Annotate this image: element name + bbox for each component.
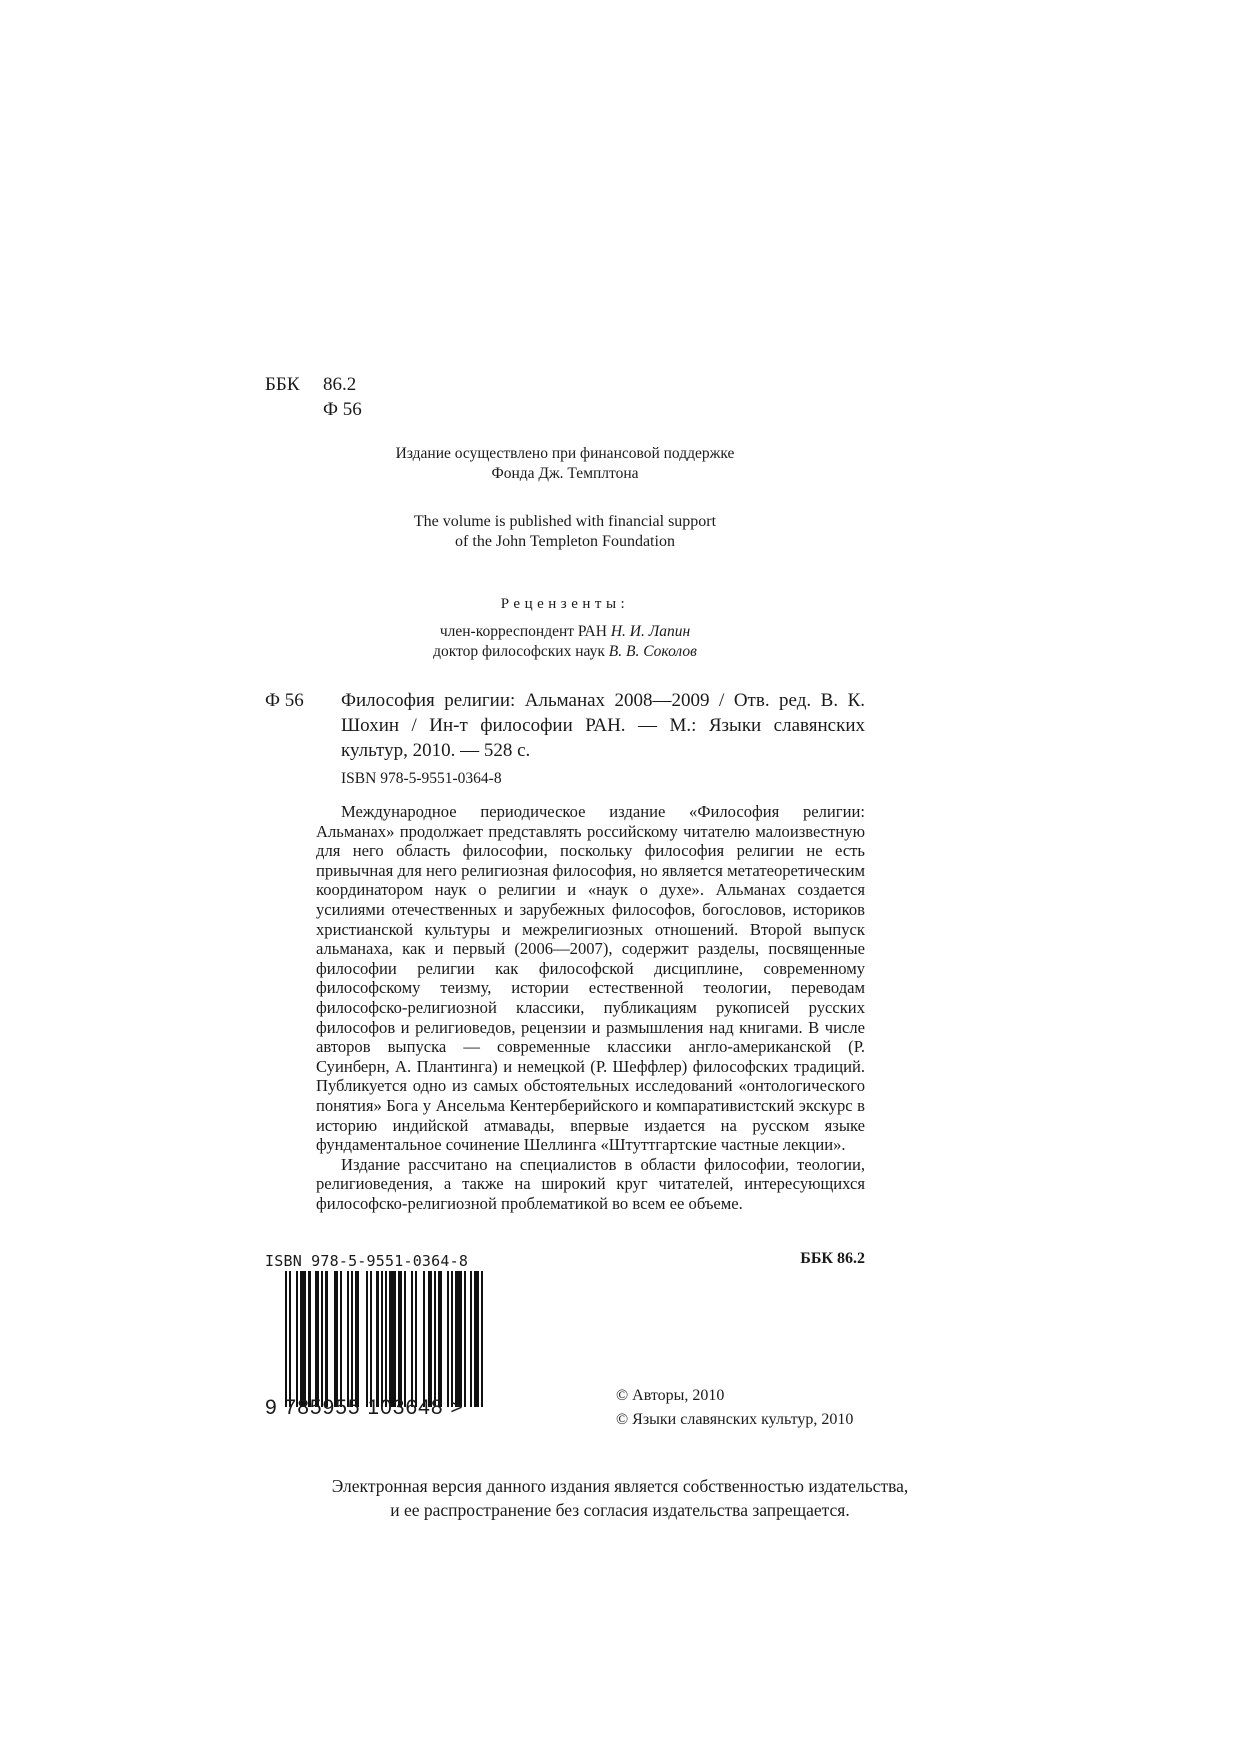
barcode-image xyxy=(285,1271,485,1407)
support-notice-ru xyxy=(265,444,865,484)
barcode-bar xyxy=(411,1271,413,1407)
reviewer-1 xyxy=(265,622,865,642)
barcode-bar xyxy=(366,1271,368,1407)
reviewer-1-name: Н. И. Лапин xyxy=(610,623,691,640)
barcode-bar xyxy=(351,1271,353,1407)
bbk-code: 86.2 xyxy=(323,374,357,395)
reviewer-2-role: доктор философских наук xyxy=(433,643,605,660)
barcode-bar xyxy=(334,1271,338,1407)
barcode-bar xyxy=(470,1271,472,1407)
isbn: ISBN 978-5-9551-0364-8 xyxy=(341,770,502,787)
barcode-bar xyxy=(481,1271,483,1407)
reviewer-2-name: В. В. Соколов xyxy=(608,643,697,660)
notice-line2: и ее распространение без согласия издательства запрещается. xyxy=(390,1500,850,1520)
barcode-bar xyxy=(296,1271,298,1407)
reviewer-2 xyxy=(265,642,865,662)
barcode-bar xyxy=(423,1271,425,1407)
barcode-bar xyxy=(315,1271,319,1407)
barcode-bar xyxy=(289,1271,291,1407)
barcode-bar xyxy=(474,1271,478,1407)
barcode-bar xyxy=(321,1271,323,1407)
bbk-classification xyxy=(265,372,362,422)
barcode-bar xyxy=(376,1271,378,1407)
barcode-bar xyxy=(381,1271,383,1407)
support-ru-line2: Фонда Дж. Темплтона xyxy=(491,465,639,482)
barcode-bar xyxy=(340,1271,342,1407)
author-mark: Ф 56 xyxy=(323,399,362,420)
copyright-line1: © Авторы, 2010 xyxy=(616,1387,725,1404)
barcode-bar xyxy=(428,1271,432,1407)
barcode-bar xyxy=(385,1271,387,1407)
barcode-bar xyxy=(415,1271,417,1407)
abstract-paragraph-2: Издание рассчитано на специалистов в области философии, теологии, религиоведения, а также на широкий круг читателей, интересующихся философско-религиозной проблематикой во всем ее объеме. xyxy=(316,1154,865,1213)
barcode-isbn-text: ISBN 978-5-9551-0364-8 xyxy=(265,1252,469,1270)
support-en-line2: of the John Templeton Foundation xyxy=(455,533,675,550)
barcode-bar xyxy=(464,1271,466,1407)
barcode-bar xyxy=(434,1271,436,1407)
reviewers-list xyxy=(265,622,865,662)
bbk-bottom: ББК 86.2 xyxy=(800,1250,865,1267)
barcode-bar xyxy=(355,1271,359,1407)
barcode-bar xyxy=(300,1271,306,1407)
barcode-bar xyxy=(404,1271,406,1407)
support-ru-line1: Издание осуществлено при финансовой поддержке xyxy=(395,445,735,462)
barcode-bar xyxy=(389,1271,395,1407)
reviewer-1-role: член-корреспондент РАН xyxy=(439,623,607,640)
reviewers-title: Рецензенты: xyxy=(500,596,630,612)
copyright-line2: © Языки славянских культур, 2010 xyxy=(616,1411,854,1428)
notice-line1: Электронная версия данного издания является собственностью издательства, xyxy=(331,1476,909,1496)
barcode-bar xyxy=(398,1271,402,1407)
abstract-paragraph-1: Международное периодическое издание «Философия религии: Альманах» продолжает представлять российскому читателю малоизвестную для него область философии, поскольку философия религии не есть привычная для него религиозная философия, но является метатеоретическим координатором наук о религии и «наук о духе». Альманах создается усилиями отечественных и зарубежных философов, богословов, историков христианской культуры и межрелигиозных отношений. Второй выпуск альманаха, как и первый (2006—2007), содержит разделы, посвященные философии религии как философской дисциплине, современному философскому теизму, истории естественной теологии, переводам философско-религиозной классики, публикациям рукописей русских философов и религиоведов, рецензии и размышления над книгами. В числе авторов выпуска — современные классики англо-американской (Р. Суинберн, А. Плантинга) и немецкой (Р. Шеффлер) философских традиций. Публикуется одно из самых обстоятельных исследований «онтологического понятия» Бога у Ансельма Кентерберийского и компаративистский экскурс в историю индийской атмавады, впервые издается на русском языке фундаментальное сочинение Шеллинга «Штуттгартские частные лекции». xyxy=(316,802,865,1155)
support-notice-en xyxy=(265,512,865,552)
barcode-bar xyxy=(438,1271,442,1407)
copyright xyxy=(616,1384,853,1432)
barcode-bar xyxy=(308,1271,310,1407)
abstract xyxy=(316,802,865,1213)
bbk-label: ББК xyxy=(265,374,300,395)
barcode-bar xyxy=(285,1271,287,1407)
barcode-bar xyxy=(451,1271,453,1407)
barcode-bar xyxy=(447,1271,449,1407)
barcode-bar xyxy=(325,1271,327,1407)
barcode-bar xyxy=(347,1271,349,1407)
support-en-line1: The volume is published with financial support xyxy=(413,513,717,530)
barcode-bar xyxy=(370,1271,372,1407)
electronic-version-notice xyxy=(200,1474,1040,1522)
barcode-bar xyxy=(455,1271,461,1407)
catalog-description: Философия религии: Альманах 2008—2009 / Отв. ред. В. К. Шохин / Ин-т философии РАН. — М.: Языки славянских культур, 2010. — 528 с. xyxy=(341,690,865,761)
barcode-digits: 9 785955 103648 > xyxy=(265,1396,464,1419)
catalog-code: Ф 56 xyxy=(265,690,304,711)
